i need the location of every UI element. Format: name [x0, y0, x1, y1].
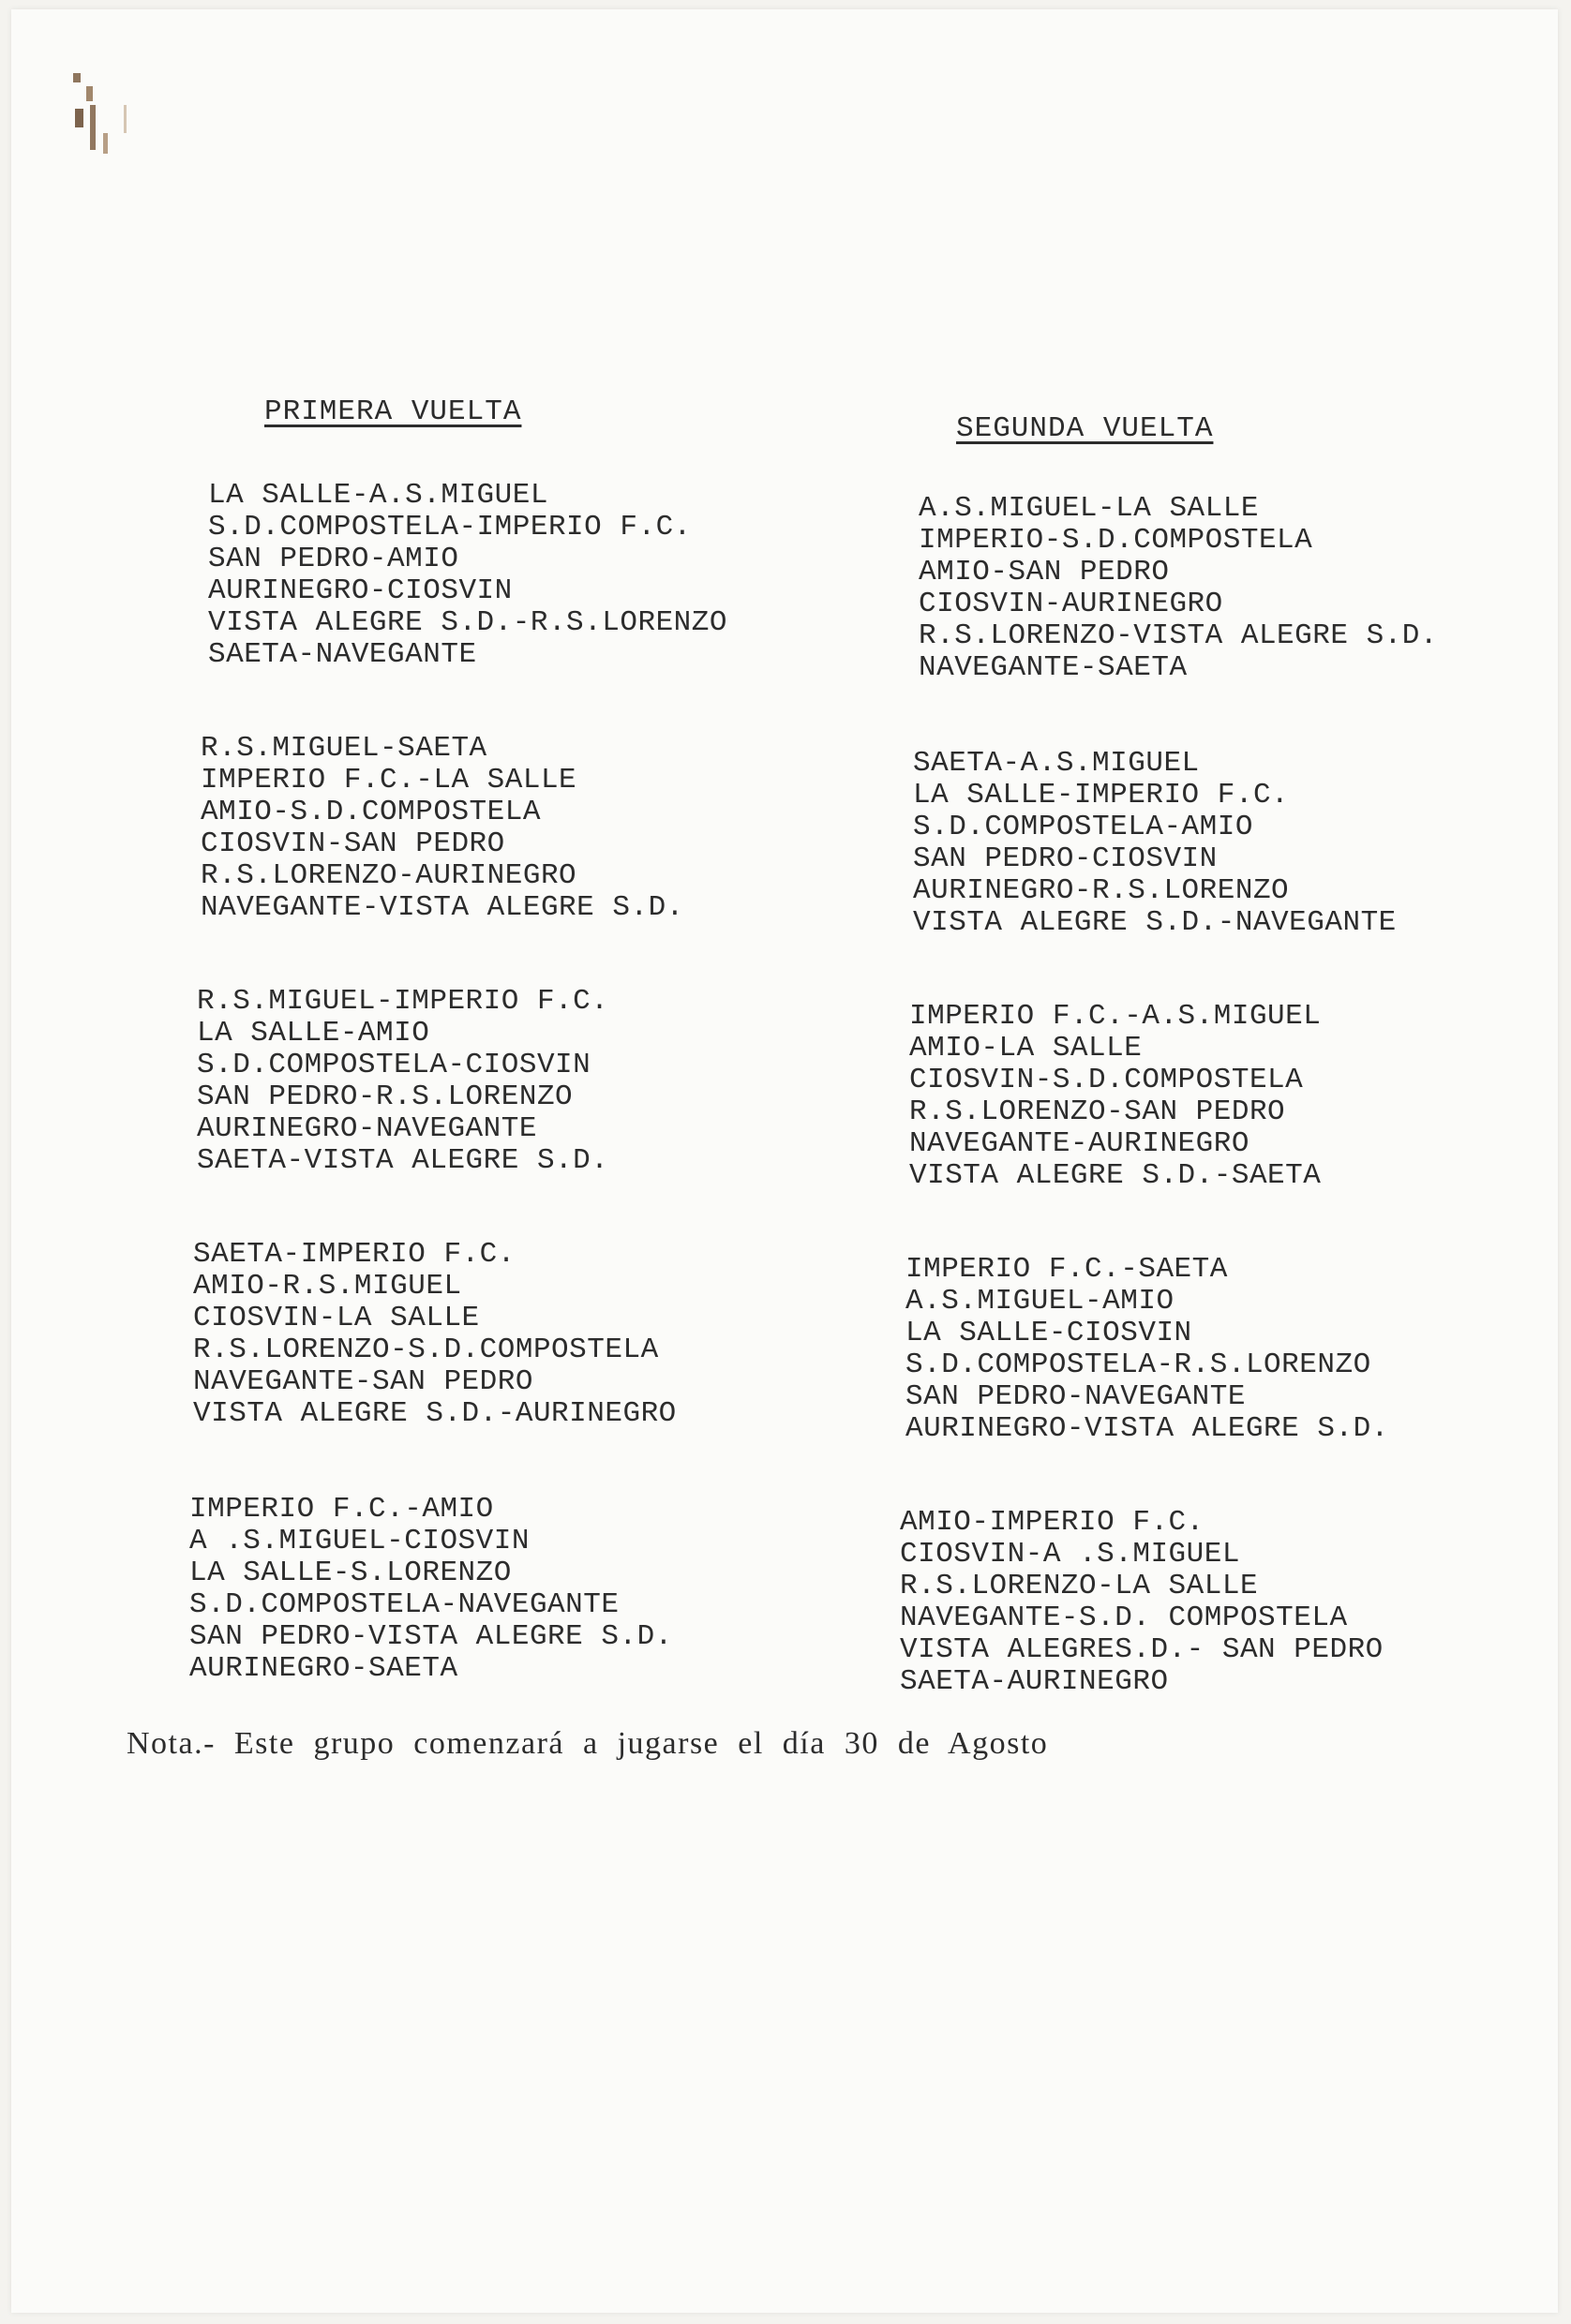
primera-vuelta-heading: PRIMERA VUELTA: [264, 395, 522, 428]
match: IMPERIO F.C.-LA SALLE: [201, 764, 577, 797]
match: R.S.LORENZO-AURINEGRO: [201, 859, 577, 892]
match: AMIO-R.S.MIGUEL: [193, 1270, 462, 1303]
match: R.S.LORENZO-LA SALLE: [900, 1570, 1259, 1602]
match: CIOSVIN-AURINEGRO: [919, 588, 1223, 620]
match: SAETA-A.S.MIGUEL: [913, 747, 1200, 780]
match: NAVEGANTE-SAN PEDRO: [193, 1365, 533, 1398]
match: NAVEGANTE-SAETA: [919, 651, 1188, 684]
match: SAN PEDRO-NAVEGANTE: [905, 1380, 1246, 1413]
match: SAN PEDRO-VISTA ALEGRE S.D.: [189, 1620, 673, 1653]
match: LA SALLE-A.S.MIGUEL: [208, 479, 548, 512]
primera-round-2: [201, 733, 684, 924]
staple-mark: [66, 67, 150, 189]
match: AURINEGRO-CIOSVIN: [208, 574, 513, 607]
match: AMIO-LA SALLE: [909, 1032, 1143, 1065]
match: R.S.MIGUEL-SAETA: [201, 732, 487, 765]
match: IMPERIO F.C.-AMIO: [189, 1493, 494, 1526]
match: CIOSVIN-LA SALLE: [193, 1302, 480, 1334]
match: S.D.COMPOSTELA-NAVEGANTE: [189, 1588, 620, 1621]
match: VISTA ALEGRE S.D.-R.S.LORENZO: [208, 606, 727, 639]
primera-round-1: [208, 480, 727, 671]
match: LA SALLE-IMPERIO F.C.: [913, 779, 1290, 812]
schedule-note: Nota.- Este grupo comenzará a jugarse el día 30 de Agosto: [127, 1726, 1049, 1761]
match: VISTA ALEGRE S.D.-AURINEGRO: [193, 1397, 677, 1430]
match: AURINEGRO-NAVEGANTE: [197, 1112, 537, 1145]
match: AURINEGRO-R.S.LORENZO: [913, 874, 1290, 907]
match: VISTA ALEGRE S.D.-NAVEGANTE: [913, 906, 1397, 939]
primera-round-3: [197, 986, 608, 1177]
match: SAETA-IMPERIO F.C.: [193, 1238, 516, 1271]
match: AURINEGRO-VISTA ALEGRE S.D.: [905, 1412, 1389, 1445]
match: VISTA ALEGRES.D.- SAN PEDRO: [900, 1633, 1384, 1666]
match: CIOSVIN-A .S.MIGUEL: [900, 1538, 1240, 1571]
match: SAETA-VISTA ALEGRE S.D.: [197, 1144, 609, 1177]
match: SAN PEDRO-R.S.LORENZO: [197, 1080, 574, 1113]
match: IMPERIO-S.D.COMPOSTELA: [919, 524, 1313, 557]
primera-round-4: [193, 1239, 677, 1430]
match: SAN PEDRO-CIOSVIN: [913, 842, 1218, 875]
match: SAETA-NAVEGANTE: [208, 638, 477, 671]
match: AURINEGRO-SAETA: [189, 1652, 458, 1685]
match: IMPERIO F.C.-A.S.MIGUEL: [909, 1000, 1322, 1033]
match: CIOSVIN-SAN PEDRO: [201, 827, 505, 860]
match: SAETA-AURINEGRO: [900, 1665, 1169, 1698]
match: LA SALLE-CIOSVIN: [905, 1317, 1192, 1349]
match: LA SALLE-AMIO: [197, 1017, 430, 1050]
match: AMIO-S.D.COMPOSTELA: [201, 796, 541, 828]
match: NAVEGANTE-AURINEGRO: [909, 1127, 1249, 1160]
match: VISTA ALEGRE S.D.-SAETA: [909, 1159, 1322, 1192]
match: LA SALLE-S.LORENZO: [189, 1557, 512, 1589]
match: S.D.COMPOSTELA-R.S.LORENZO: [905, 1348, 1371, 1381]
match: R.S.MIGUEL-IMPERIO F.C.: [197, 985, 609, 1018]
match: AMIO-IMPERIO F.C.: [900, 1506, 1204, 1539]
match: R.S.LORENZO-VISTA ALEGRE S.D.: [919, 619, 1438, 652]
segunda-round-1: [919, 493, 1438, 684]
match: AMIO-SAN PEDRO: [919, 556, 1170, 588]
match: NAVEGANTE-S.D. COMPOSTELA: [900, 1601, 1348, 1634]
match: R.S.LORENZO-S.D.COMPOSTELA: [193, 1333, 659, 1366]
match: S.D.COMPOSTELA-IMPERIO F.C.: [208, 511, 692, 544]
match: NAVEGANTE-VISTA ALEGRE S.D.: [201, 891, 684, 924]
match: CIOSVIN-S.D.COMPOSTELA: [909, 1064, 1304, 1096]
match: A.S.MIGUEL-LA SALLE: [919, 492, 1259, 525]
match: S.D.COMPOSTELA-CIOSVIN: [197, 1049, 591, 1081]
match: S.D.COMPOSTELA-AMIO: [913, 811, 1253, 843]
match: A.S.MIGUEL-AMIO: [905, 1285, 1175, 1318]
match: R.S.LORENZO-SAN PEDRO: [909, 1095, 1286, 1128]
segunda-round-2: [913, 748, 1397, 939]
match: A .S.MIGUEL-CIOSVIN: [189, 1525, 530, 1557]
segunda-round-5: [900, 1507, 1384, 1698]
segunda-vuelta-heading: SEGUNDA VUELTA: [956, 412, 1214, 445]
segunda-round-4: [905, 1254, 1389, 1445]
match: IMPERIO F.C.-SAETA: [905, 1253, 1228, 1286]
primera-round-5: [189, 1494, 673, 1685]
segunda-round-3: [909, 1001, 1321, 1192]
match: SAN PEDRO-AMIO: [208, 543, 459, 575]
